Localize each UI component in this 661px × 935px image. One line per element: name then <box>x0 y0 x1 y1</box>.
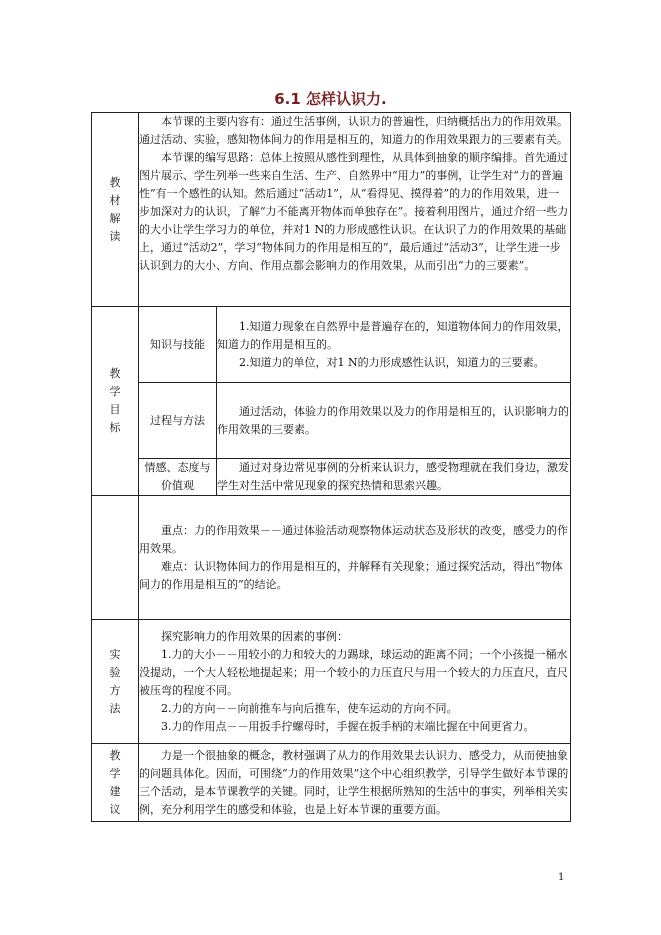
label-char: 建 <box>109 784 121 798</box>
goal-knowledge-content <box>217 307 571 383</box>
label-teaching-goals <box>92 307 139 496</box>
row-teaching-advice <box>92 744 571 822</box>
advice-paragraph: 力是一个很抽象的概念，教材强调了从力的作用效果去认识力、感受力，从而使抽象的问题具体化。因而，可围绕“力的作用效果”这个中心组织教学，引导学生做好本节课的三个活动，是本节课教学的关键。同时，让学生根据所熟知的生活中的事实，列举相关实例，充分利用学生的感受和体验，也是上好本节课的重要方面。 <box>139 748 569 816</box>
label-char: 学 <box>109 766 121 780</box>
sublabel-attitude-values <box>139 459 217 496</box>
label-char: 实 <box>109 647 121 661</box>
label-key-points <box>92 496 139 620</box>
label-teaching-advice <box>92 744 139 822</box>
row-goal-attitude <box>92 459 571 496</box>
row-goal-knowledge <box>92 307 571 383</box>
label-char: 读 <box>109 229 121 243</box>
experiment-line: 2.力的方向－－向前推车与向后推车，使车运动的方向不同。 <box>161 701 458 715</box>
label-char: 标 <box>109 421 121 434</box>
goal-attitude-content <box>217 459 571 496</box>
experiment-line: 1.力的大小－－用较小的力和较大的力踢球，球运动的距离不同；一个小孩提一桶水没提动，一个大人轻松地提起来；用一个较小的力压直尺与用一个较大的力压直尺，直尺被压弯的程度不同。 <box>139 647 568 697</box>
goal-line: 通过活动，体验力的作用效果以及力的作用是相互的，认识影响力的作用效果的三要素。 <box>217 404 569 436</box>
goal-line: 1.知道力现象在自然界中是普遍存在的，知道物体间力的作用效果，知道力的作用是相互的。 <box>217 319 569 351</box>
sublabel-knowledge-skills: 知识与技能 <box>139 307 217 383</box>
content-paragraph: 本节课的编写思路：总体上按照从感性到理性，从具体到抽象的顺序编排。首先通过图片展示、学生列举一些来自生活、生产、自然界中“用力”的事例，让学生对“力的普遍性”有一个感性的认知。然后通过“活动1”，从“看得见、摸得着”的力的作用效果，进一步加深对力的认识，了解“力不能离开物体而单独存在”。接着利用图片，通过介绍一些力的大小让学生学习力的单位，并对1 N的力形成感性认识。在认识了力的作用效果的基础上，通过“活动2”，学习“物体间力的作用是相互的”，最后通过“活动3”，让学生进一步认识到力的大小、方向、作用点都会影响力的作用效果，从而引出“力的三要素”。 <box>139 151 569 272</box>
experiment-line: 探究影响力的作用效果的因素的事例： <box>161 629 348 643</box>
lesson-table <box>91 112 571 822</box>
label-char: 解 <box>109 211 121 225</box>
label-char: 验 <box>109 665 121 679</box>
label-char: 目 <box>109 403 121 416</box>
goal-line: 2.知道力的单位，对1 N的力形成感性认识，知道力的三要素。 <box>239 355 545 369</box>
row-material-analysis <box>92 113 571 307</box>
sublabel-line: 情感、态度与 <box>144 461 211 474</box>
label-char: 材 <box>109 193 121 207</box>
label-char: 学 <box>109 385 121 398</box>
experiment-method-content <box>139 620 571 744</box>
row-goal-process <box>92 383 571 459</box>
sublabel-line: 价值观 <box>161 479 194 492</box>
sublabel-process-method: 过程与方法 <box>139 383 217 459</box>
label-experiment-method <box>92 620 139 744</box>
experiment-line: 3.力的作用点－－用扳手拧螺母时，手握在扳手柄的末端比握在中间更省力。 <box>161 719 535 733</box>
key-point-line: 重点：力的作用效果－－通过体验活动观察物体运动状态及形状的改变，感受力的作用效果。 <box>139 523 568 555</box>
goal-process-content <box>217 383 571 459</box>
label-char: 教 <box>109 367 121 380</box>
row-experiment-method <box>92 620 571 744</box>
teaching-advice-content <box>139 744 571 822</box>
page-number: 1 <box>558 872 565 883</box>
label-char: 教 <box>109 748 121 762</box>
key-points-content <box>139 496 571 620</box>
difficulty-line: 难点：认识物体间力的作用是相互的，并解释有关现象；通过探究活动，得出“物体间力的作用是相互的”的结论。 <box>139 559 563 591</box>
content-paragraph: 本节课的主要内容有：通过生活事例，认识力的普遍性，归纳概括出力的作用效果。通过活动、实验，感知物体间力的作用是相互的，知道力的作用效果跟力的三要素有关。 <box>139 115 568 146</box>
label-char: 议 <box>109 802 121 816</box>
label-char: 方 <box>109 683 121 697</box>
label-material-analysis <box>92 113 139 307</box>
label-char: 教 <box>109 175 121 189</box>
material-analysis-content <box>139 113 571 307</box>
goal-line: 通过对身边常见事例的分析来认识力，感受物理就在我们身边，激发学生对生活中常见现象的探究热情和思索兴趣。 <box>217 461 569 492</box>
page-title: 6.1 怎样认识力. <box>274 90 387 108</box>
label-char: 法 <box>109 701 121 715</box>
row-key-points <box>92 496 571 620</box>
